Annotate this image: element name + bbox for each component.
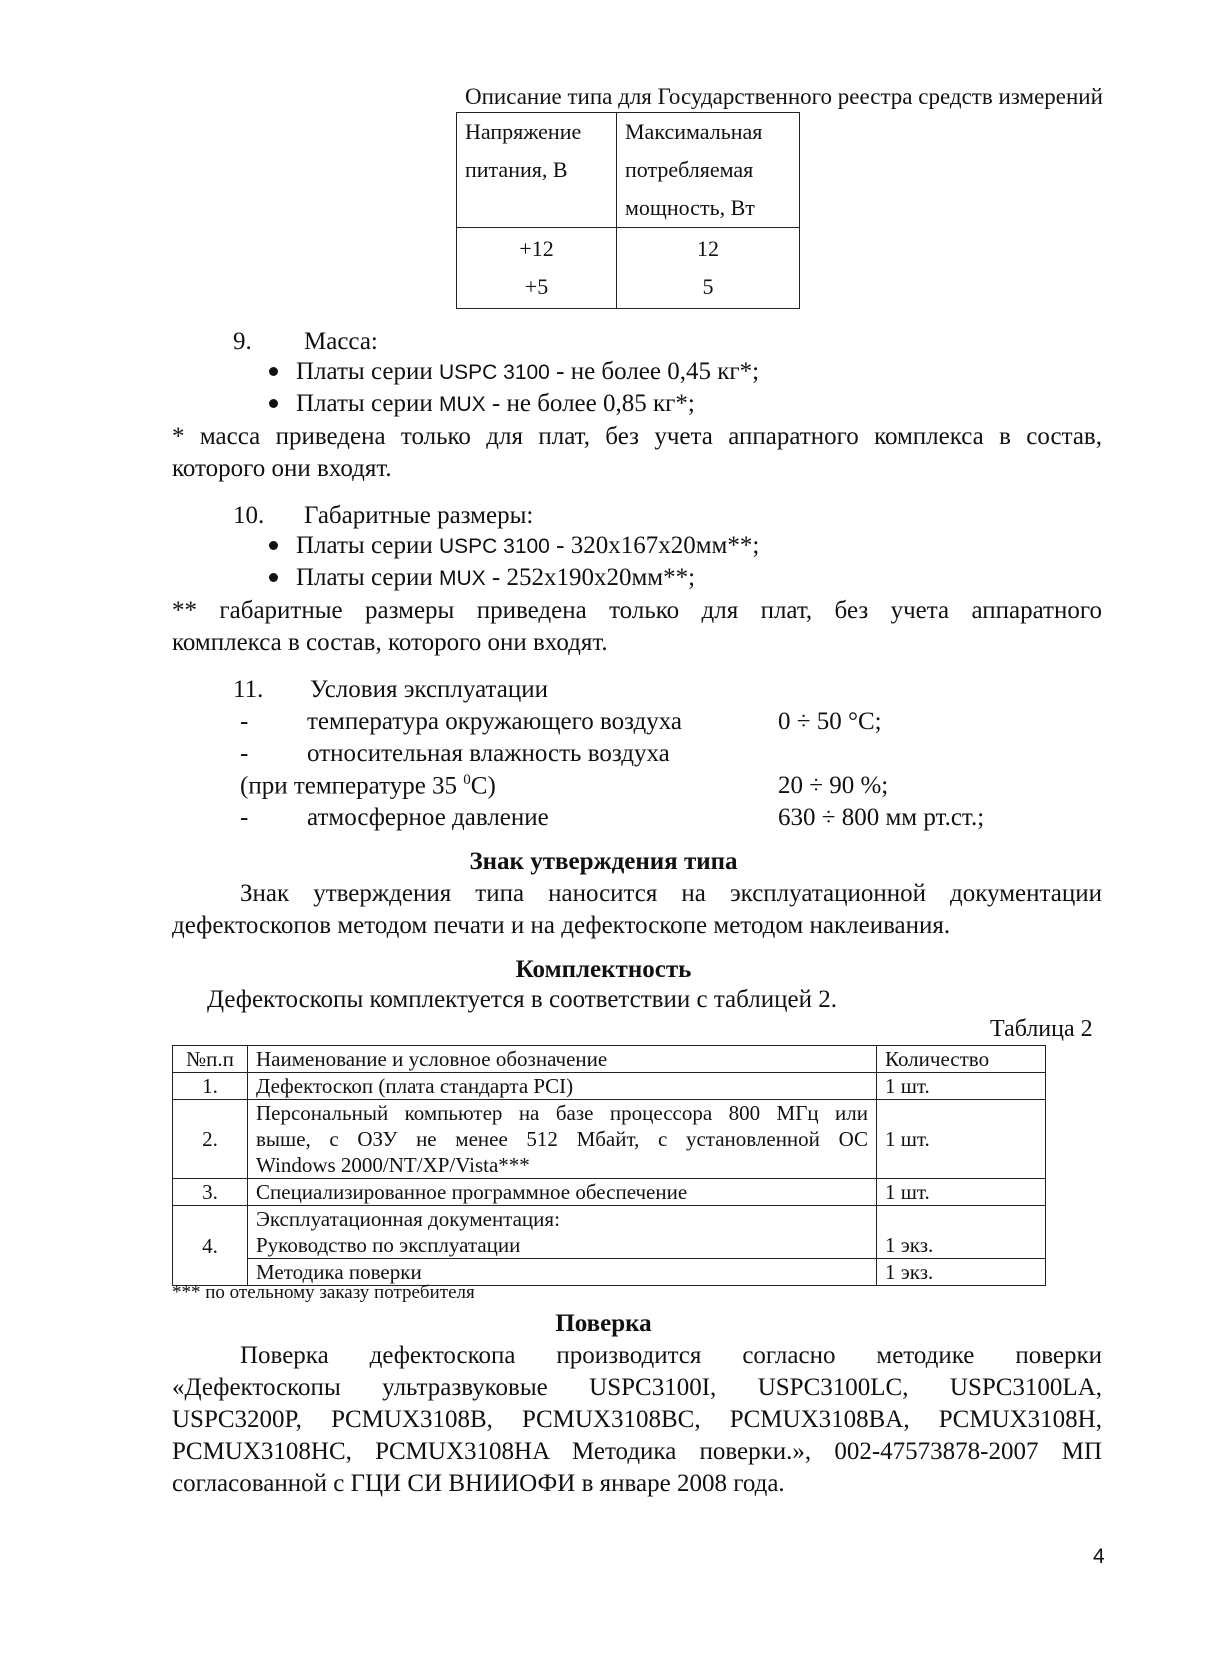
section-title: Условия эксплуатации: [310, 676, 548, 703]
verification-line: «Дефектоскопы ультразвуковые USPC3100I, USPC3100LC, USPC3100LA,: [172, 1374, 1102, 1401]
table-row: [457, 113, 800, 228]
table-row: 4. Эксплуатационная документация:: [173, 1206, 1046, 1233]
section-number: 11.: [233, 676, 264, 703]
table-row: [457, 228, 800, 309]
verification-line: PCMUX3108HC, PCMUX3108HA Методика поверки.», 002-47573878-2007 МП: [172, 1438, 1102, 1465]
approval-title: Знак утверждения типа: [469, 848, 738, 875]
verification-line: Поверка дефектоскопа производится согласно методике поверки: [240, 1342, 1102, 1369]
table-row: Руководство по эксплуатации 1 экз.: [173, 1232, 1046, 1259]
temperature-value: 0 ÷ 50 °С;: [778, 708, 882, 735]
section-title: Габаритные размеры:: [304, 502, 534, 529]
power-table: [456, 112, 800, 309]
column-header-num: №п.п: [173, 1046, 248, 1073]
table-row: 1. Дефектоскоп (плата стандарта PCI) 1 шт.: [173, 1073, 1046, 1100]
verification-line: USPC3200P, PCMUX3108B, PCMUX3108BC, PCMUX3108BA, PCMUX3108H,: [172, 1406, 1102, 1433]
mass-note-line: которого они входят.: [172, 455, 392, 482]
table-label: Таблица 2: [990, 1016, 1093, 1042]
list-item: Платы серии MUX - не более 0,85 кг*;: [269, 390, 695, 418]
list-item: Платы серии USPC 3100 - 320х167х20мм**;: [269, 532, 759, 560]
bullet-icon: [269, 367, 278, 376]
column-header-qty: Количество: [877, 1046, 1046, 1073]
completeness-intro: Дефектоскопы комплектуется в соответствии с таблицей 2.: [207, 986, 837, 1013]
mass-note-line: * масса приведена только для плат, без учета аппаратного комплекса в состав,: [172, 423, 1102, 450]
bullet-icon: [269, 399, 278, 408]
list-item: Платы серии USPC 3100 - не более 0,45 кг*;: [269, 358, 759, 386]
column-header-name: Наименование и условное обозначение: [248, 1046, 877, 1073]
voltage-values-cell: +12 +5: [457, 228, 617, 309]
dash-marker: -: [240, 708, 249, 735]
page-header: Описание типа для Государственного реестра средств измерений: [465, 84, 1103, 109]
header-cell-power: Максимальная потребляемая мощность, Вт: [617, 113, 800, 228]
table-footnote: *** по отельному заказу потребителя: [172, 1282, 475, 1303]
table-row: Методика поверки 1 экз.: [173, 1259, 1046, 1286]
pressure-value: 630 ÷ 800 мм рт.ст.;: [778, 804, 985, 831]
completeness-table: [172, 1045, 1046, 1286]
temperature-label: температура окружающего воздуха: [307, 708, 683, 735]
humidity-condition: (при температуре 35 $^0$С): [240, 772, 496, 800]
power-values-cell: 12 5: [617, 228, 800, 309]
verification-title: Поверка: [555, 1310, 652, 1337]
approval-line: дефектоскопов методом печати и на дефектоскопе методом наклеивания.: [172, 912, 951, 939]
dimensions-note-line: ** габаритные размеры приведена только для плат, без учета аппаратного: [172, 597, 1102, 624]
section-number: 9.: [233, 328, 252, 355]
section-title: Масса:: [304, 328, 378, 355]
bullet-icon: [269, 573, 278, 582]
dash-marker: -: [240, 804, 249, 831]
humidity-label: относительная влажность воздуха: [307, 740, 670, 767]
verification-line: согласованной с ГЦИ СИ ВНИИОФИ в январе 2008 года.: [172, 1470, 785, 1497]
dash-marker: -: [240, 740, 249, 767]
table-row: 3. Специализированное программное обеспечение 1 шт.: [173, 1179, 1046, 1206]
bullet-icon: [269, 541, 278, 550]
header-cell-voltage: Напряжение питания, В: [457, 113, 617, 228]
table-row: 2. Персональный компьютер на базе процессора 800 МГц или выше, с ОЗУ не менее 512 Мбайт, с установленной ОС Windows 2000/NT/XP/Vista*** 1 шт.: [173, 1100, 1046, 1179]
section-number: 10.: [233, 502, 265, 529]
approval-line: Знак утверждения типа наносится на эксплуатационной документации: [240, 880, 1102, 907]
list-item: Платы серии MUX - 252х190х20мм**;: [269, 564, 695, 592]
humidity-value: 20 ÷ 90 %;: [778, 772, 889, 799]
page-number: 4: [1093, 1545, 1105, 1568]
table-header-row: [173, 1046, 1046, 1073]
completeness-title: Комплектность: [515, 956, 692, 983]
pressure-label: атмосферное давление: [307, 804, 549, 831]
dimensions-note-line: комплекса в состав, которого они входят.: [172, 629, 608, 656]
